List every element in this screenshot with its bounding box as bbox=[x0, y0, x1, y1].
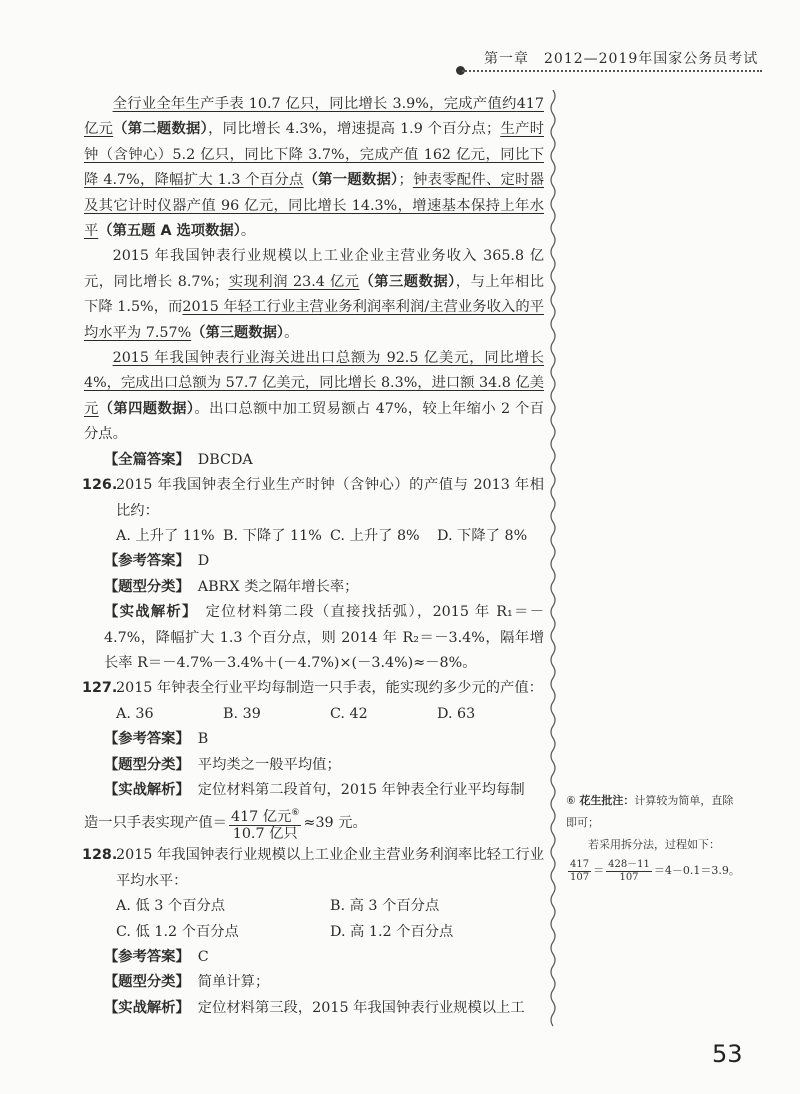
question-128 bbox=[84, 843, 544, 894]
option-a: A. 上升了 11% bbox=[116, 527, 215, 544]
option-c: C. 上升了 8% bbox=[330, 527, 420, 544]
label: 【参考答案】 bbox=[104, 553, 190, 570]
option-b: B. 39 bbox=[223, 705, 261, 722]
question-text: 2015 年我国钟表行业规模以上工业企业主营业务利润率比轻工行业平均水平： bbox=[116, 847, 544, 889]
question-126 bbox=[84, 473, 544, 524]
paragraph-3 bbox=[84, 346, 544, 448]
numerator: 417 bbox=[570, 858, 590, 870]
option-d: D. 下降了 8% bbox=[437, 527, 528, 544]
label: 花生批注： bbox=[579, 794, 635, 807]
value: ABRX 类之隔年增长率； bbox=[197, 578, 359, 595]
analysis-formula bbox=[84, 803, 544, 843]
page-number: 53 bbox=[712, 1040, 743, 1068]
type bbox=[84, 575, 544, 600]
analysis bbox=[84, 600, 544, 676]
value: C bbox=[197, 949, 209, 965]
value: D bbox=[197, 553, 210, 570]
footnote-mark: ⑥ bbox=[291, 807, 300, 818]
denominator: 10.7 亿只 bbox=[232, 825, 298, 842]
text: ，与上年相比下降 1.5%，而 bbox=[84, 273, 545, 316]
option-d: D. 高 1.2 个百分点 bbox=[330, 923, 454, 940]
fraction bbox=[568, 859, 591, 884]
text: 若采用拆分法，过程如下： bbox=[588, 838, 720, 851]
fraction bbox=[606, 859, 652, 884]
option-c: C. 低 1.2 个百分点 bbox=[116, 923, 239, 940]
option-a: A. 36 bbox=[116, 705, 154, 722]
options-row-2 bbox=[84, 920, 544, 945]
analysis bbox=[84, 778, 544, 803]
text: ＝4－0.1＝3.9。 bbox=[653, 864, 740, 877]
text: 2015 年我国钟表行业海关进出口总额为 92.5 亿美元，同比增长 4%，完成出口总额为 57.7 亿美元，同比增长 8.3%，进口额 34.8 亿美元 bbox=[84, 350, 544, 417]
side-annotation bbox=[566, 790, 741, 886]
question-text: 2015 年钟表全行业平均每制造一只手表，能实现约多少元的产值： bbox=[116, 680, 543, 697]
label: 【参考答案】 bbox=[104, 949, 190, 965]
paragraph-2 bbox=[84, 244, 544, 346]
text: ； bbox=[398, 172, 413, 189]
value: 定位材料第二段（直接找括弧），2015 年 R₁＝－4.7%，降幅扩大 1.3 个百分点，则 2014 年 R₂＝－3.4%，隔年增长率 R＝－4.7%－3.4%＋(－4.7%)×(－3.4%)≈－8%。 bbox=[104, 604, 544, 671]
data-tag: （第二题数据） bbox=[113, 121, 209, 138]
value: 平均类之一般平均值； bbox=[197, 756, 341, 773]
question-number: 128. bbox=[82, 847, 118, 864]
option-b: B. 下降了 11% bbox=[223, 527, 322, 544]
value: 定位材料第二段首句，2015 年钟表全行业平均每制 bbox=[197, 781, 525, 798]
text: 计算较为简单，直除即可； bbox=[566, 794, 734, 829]
type bbox=[84, 753, 544, 778]
data-tag: （第三题数据） bbox=[359, 273, 456, 290]
option-d: D. 63 bbox=[437, 705, 476, 722]
label: 【题型分类】 bbox=[104, 974, 190, 991]
paragraph-1 bbox=[84, 92, 544, 244]
wavy-divider bbox=[548, 90, 558, 1030]
text: 钟表零配件、定时器及其它计时仪器产值 96 亿元，同比增长 14.3%，增速基本保持上年水平 bbox=[84, 172, 544, 240]
side-note-formula: $\frac{417}{107}$ ＝ $\frac{428-11}{107}$ ＝4－0.1＝3.9。 bbox=[570, 858, 740, 883]
options bbox=[84, 702, 544, 727]
label: 【全篇答案】 bbox=[104, 451, 190, 468]
denominator: 107 bbox=[619, 871, 639, 883]
label: 【实战解析】 bbox=[104, 781, 190, 798]
footnote-mark: ⑥ bbox=[566, 794, 576, 807]
type bbox=[84, 970, 544, 995]
text: 造一只手表实现产值＝ bbox=[84, 815, 227, 832]
option-b: B. 高 3 个百分点 bbox=[330, 898, 440, 915]
text: ≈39 元。 bbox=[303, 815, 367, 832]
answer bbox=[84, 549, 544, 574]
text: 全行业全年生产手表 10.7 亿只，同比增长 3.9%，完成产值约 bbox=[112, 96, 517, 112]
option-a: A. 低 3 个百分点 bbox=[116, 898, 226, 915]
full-answer bbox=[84, 448, 544, 473]
text: 。 bbox=[284, 324, 299, 341]
answer bbox=[84, 727, 544, 752]
value: 定位材料第三段，2015 年我国钟表行业规模以上工 bbox=[197, 999, 525, 1016]
value: 简单计算； bbox=[197, 974, 270, 991]
header-dotted-rule bbox=[462, 70, 762, 72]
label: 【题型分类】 bbox=[104, 756, 190, 773]
options bbox=[84, 524, 544, 549]
value: B bbox=[197, 731, 209, 748]
answer bbox=[84, 945, 544, 970]
value: DBCDA bbox=[197, 451, 253, 468]
question-number: 127. bbox=[82, 680, 118, 697]
question-text: 2015 年我国钟表全行业生产时钟（含钟心）的产值与 2013 年相比约： bbox=[116, 477, 544, 519]
text: 417 亿元 bbox=[84, 96, 544, 138]
text: 。 bbox=[240, 223, 256, 240]
side-note-line-1 bbox=[566, 790, 741, 834]
analysis bbox=[84, 996, 544, 1021]
text: 实现利润 23.4 亿元 bbox=[228, 273, 360, 290]
question-127 bbox=[84, 676, 544, 701]
text: 2015 年轻工行业主营业务利润率利润/主营业务收入的平均水平为 7.57% bbox=[84, 299, 544, 341]
question-number: 126. bbox=[82, 477, 118, 494]
data-tag: （第五题 A 选项数据） bbox=[98, 223, 241, 240]
data-tag: （第四题数据） bbox=[98, 400, 195, 417]
numerator bbox=[229, 805, 302, 826]
text: 417 亿元 bbox=[230, 808, 292, 825]
data-tag: （第三题数据） bbox=[191, 324, 285, 341]
side-note-line-2 bbox=[566, 834, 741, 856]
text: 生产时钟（含钟心）5.2 亿只，同比下降 3.7%，完成产值 162 亿元，同比下降 4.7%，降幅扩大 1.3 个百分点 bbox=[84, 121, 544, 189]
label: 【实战解析】 bbox=[104, 999, 190, 1016]
options-row-1 bbox=[84, 894, 544, 919]
label: 【题型分类】 bbox=[104, 578, 190, 595]
text: 2015 年我国钟表行业规模以上工业企业主营业务收入 365.8 亿元，同比增长 8.7%； bbox=[84, 248, 544, 290]
main-column bbox=[84, 92, 544, 1021]
denominator: 107 bbox=[570, 871, 590, 883]
fraction bbox=[229, 805, 302, 842]
label: 【实战解析】 bbox=[104, 604, 198, 621]
text: 。出口总额中加工贸易额占 47%，较上年缩小 2 个百分点。 bbox=[84, 400, 544, 443]
numerator: 428－11 bbox=[608, 858, 650, 870]
option-c: C. 42 bbox=[330, 705, 368, 722]
chapter-title: 第一章 2012—2019年国家公务员考试 bbox=[484, 51, 759, 67]
text: ，同比增长 4.3%，增速提高 1.9 个百分点； bbox=[208, 121, 501, 138]
label: 【参考答案】 bbox=[104, 731, 190, 748]
running-header bbox=[462, 50, 759, 72]
data-tag: （第一题数据） bbox=[303, 172, 399, 189]
